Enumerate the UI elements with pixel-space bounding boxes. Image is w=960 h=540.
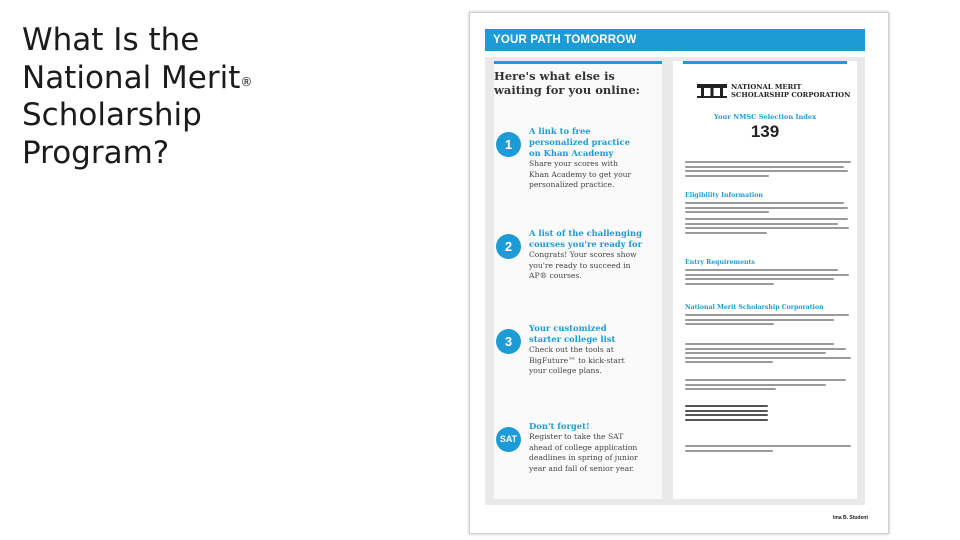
nmsc-section-heading: Eligibility Information (685, 192, 763, 199)
resource-desc: Share your scores with Khan Academy to get your personalized practice. (529, 159, 632, 190)
nmsc-section (685, 218, 851, 236)
number-badge: 3 (496, 329, 521, 354)
text-line (685, 348, 846, 350)
score-report-image (469, 12, 889, 534)
text-line (685, 361, 773, 363)
text-line (685, 166, 844, 168)
text-line (685, 445, 851, 447)
doc-footer (833, 515, 868, 521)
nmsc-logo (697, 81, 867, 101)
title-line (22, 60, 442, 98)
text-line (685, 379, 846, 381)
text-line (685, 211, 769, 213)
text-line (685, 414, 768, 416)
title-line: Program? (22, 134, 170, 171)
text-line (685, 343, 834, 345)
text-line (685, 357, 851, 359)
text-line (685, 223, 838, 225)
nmsc-section (685, 161, 851, 179)
text-line (685, 227, 849, 229)
title-line: Scholarship (22, 97, 202, 133)
selection-index-label: Your NMSC Selection Index (713, 113, 817, 121)
divider (683, 61, 847, 64)
number-badge: 1 (496, 132, 521, 157)
resource-text (529, 126, 664, 191)
text-line (685, 410, 768, 412)
nmsc-section (685, 445, 851, 454)
resource-text (529, 228, 664, 282)
resource-title: Don't forget! (529, 421, 590, 431)
resource-title: A link to free personalized practice on Khan Academy (529, 126, 630, 158)
nmsc-section (685, 259, 851, 287)
text-line (685, 269, 838, 271)
resource-desc: Register to take the SAT ahead of college application deadlines in spring of junior year and fall of senior year. (529, 432, 638, 473)
text-line (685, 419, 768, 421)
registered-mark: ® (240, 74, 253, 89)
number-badge: 2 (496, 234, 521, 259)
selection-index-value: 139 (750, 122, 780, 141)
resource-text (529, 323, 664, 377)
resource-desc: Congrats! Your scores show you're ready to succeed in AP® courses. (529, 250, 637, 281)
nmsc-logo-icon (697, 83, 727, 98)
text-line (685, 405, 768, 407)
divider (494, 61, 662, 64)
doc-header-bar (485, 29, 865, 51)
student-name: Ima B. Student (832, 515, 868, 521)
nmsc-section (685, 405, 851, 423)
resource-text (529, 421, 664, 474)
slide-title (22, 22, 442, 172)
nmsc-section (685, 192, 851, 216)
text-line (685, 323, 774, 325)
nmsc-logo-text: NATIONAL MERIT SCHOLARSHIP CORPORATION (731, 83, 851, 100)
sat-badge: SAT (496, 427, 521, 452)
online-resources-column (494, 61, 662, 499)
text-line (685, 232, 767, 234)
online-resources-heading: Here's what else is waiting for you online: (494, 69, 640, 97)
resource-desc: Check out the tools at BigFuture™ to kick-start your college plans. (529, 345, 625, 376)
nmsc-section-heading: National Merit Scholarship Corporation (685, 304, 824, 311)
nmsc-column (673, 61, 857, 499)
doc-header-title: YOUR PATH TOMORROW (493, 34, 637, 46)
nmsc-section-heading: Entry Requirements (685, 259, 755, 266)
text-line (685, 388, 776, 390)
text-line (685, 207, 848, 209)
nmsc-section (685, 379, 851, 393)
text-line (685, 218, 848, 220)
resource-title: A list of the challenging courses you're ready for (529, 228, 643, 249)
nmsc-section (685, 343, 851, 366)
text-line (685, 384, 826, 386)
text-line (685, 314, 849, 316)
title-line-text: National Merit (22, 59, 241, 96)
nmsc-section (685, 304, 851, 328)
resource-title: Your customized starter college list (529, 323, 616, 344)
title-line: What Is the (22, 22, 200, 58)
text-line (685, 161, 851, 163)
text-line (685, 274, 849, 276)
text-line (685, 450, 773, 452)
doc-body (485, 57, 865, 505)
text-line (685, 278, 834, 280)
text-line (685, 283, 774, 285)
text-line (685, 352, 826, 354)
text-line (685, 175, 769, 177)
text-line (685, 319, 834, 321)
text-line (685, 202, 844, 204)
text-line (685, 170, 848, 172)
